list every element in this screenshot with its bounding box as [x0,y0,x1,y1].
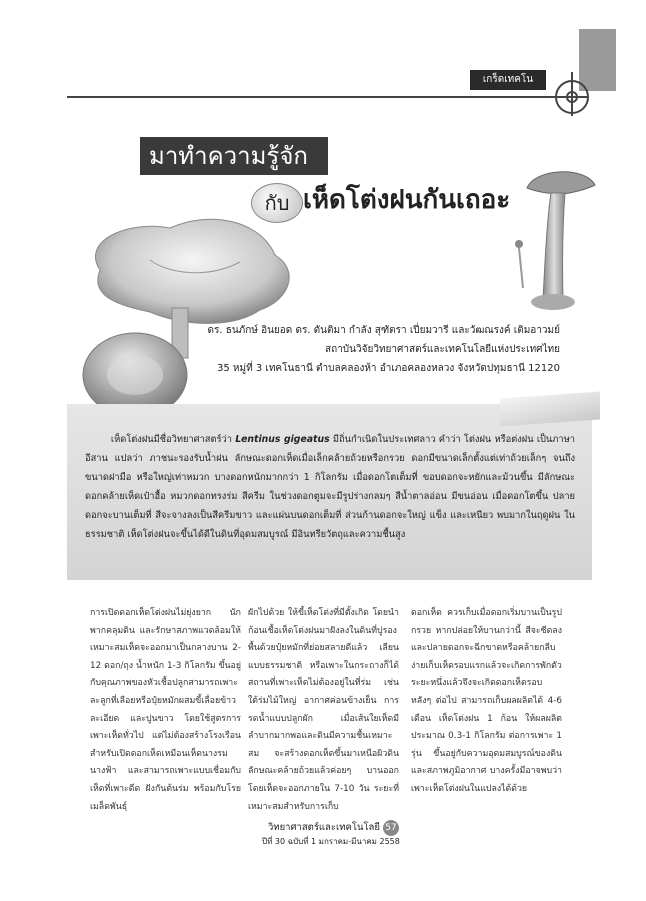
magazine-name: วิทยาศาสตร์และเทคโนโลยี [268,822,380,833]
author-institute: สถาบันวิจัยวิทยาศาสตร์และเทคโนโลยีแห่งประเทศไทย [325,344,560,355]
abstract-post: มีถิ่นกำเนิดในประเทศลาว คำว่า โต่งฝน หรือต่งฝน เป็นภาษาอีสาน แปลว่า ภาชนะรองรับน้ำฝน ลักษณะดอกเห็ดเมื่อเล็กคล้ายถ้วยหรือกรวย ดอกมีขนาดเล็กตั้งแต่เท่าถ้วยเล็กๆ จนถึงขนาดฝามือ หรือใหญ่เท่าหมวก บางดอกหนักมากกว่า 1 กิโลกรัม เมื่อดอกโตเต็มที่ ขอบดอกจะหยักและม้วนขึ้น มีลักษณะดอกคล้ายเห็ดเป๋าฮื้อ หมวกดอกทรงร่ม สีครีม ในช่วงดอกตูมจะมีรูปร่างกลมๆ สีน้ำตาลอ่อน มีขนอ่อน เมื่อดอกโตขึ้น ปลายดอกจะบานเต็มที่ สีจะจางลงเป็นสีครีมขาว และแผ่นบนดอกเต็มที่ ส่วนก้านดอกจะใหญ่ แข็ง และเหนียว พบมากในฤดูฝน ในธรรมชาติ เห็ดโต่งฝนจะขึ้นได้ดีในดินที่อุดมสมบูรณ์ มีอินทรียวัตถุและความชื้นสูง [85,434,575,540]
title-line1: มาทำความรู้จัก [140,137,328,175]
header-grey-block [579,29,616,91]
abstract-text [85,430,575,544]
authors-block [180,321,560,378]
author-address: 35 หมู่ที่ 3 เทคโนธานี ตำบลคลองห้า อำเภอคลองหลวง จังหวัดปทุมธานี 12120 [217,363,560,374]
title-connector: กับ [251,183,303,223]
mushroom-illustration-right [505,160,600,320]
body-column-3: ดอกเห็ด ควรเก็บเมื่อดอกเริ่มบานเป็นรูปกรวย หากปล่อยให้บานกว่านี้ สีจะซีดลงและปลายดอกจะฉีกขาดหรือคล้ายกลีบง่ายเก็บเห็ดรอบแรกแล้วจะเกิดการพักตัวระยะหนึ่งแล้วจึงจะเกิดดอกเห็ดรอบหลังๆ ต่อไป สามารถเก็บผลผลิตได้ 4-6 เดือน เห็ดโต่งฝน 1 ก้อน ให้ผลผลิตประมาณ 0.3-1 กิโลกรัม ต่อการเพาะ 1 รุ่น ขึ้นอยู่กับความอุดมสมบูรณ์ของดิน และสภาพภูมิอากาศ บางครั้งมีอาจพบว่าเพาะเห็ดโต่งฝนในแปลงได้ด้วย [411,608,562,794]
mushroom-illustration-left [60,200,330,430]
author-names: ดร. ธนภักษ์ อินยอด ดร. ตันติมา กำลัง สุฑัตรา เปี่ยมวารี และวัฒณรงค์ เติมอาวมย์ [207,325,560,336]
header-rule [67,96,587,98]
section-label: เกร็ดเทคโน [470,70,546,90]
footer-magazine [268,820,408,836]
body-column-1: การเปิดดอกเห็ดโต่งฝนไม่ยุ่งยาก นักพากคลุมดิน และรักษาสภาพแวดล้อมให้เหมาะสมเห็ดจะออกมาเป็นกลางบาน 2-12 ดอก/ถุง น้ำหนัก 1-3 กิโลกรัม ขึ้นอยู่กับคุณภาพของหัวเชื้อปลูกสามารถเพาะละลูกที่เลือยหรือปุ๋ยหมักผสมขี้เลื่อยข้าวละเอียด และปูนขาว โดยใช้สูตรการเพาะเห็ดทั่วไป แต่ไม่ต้องสร้างโรงเรือนสำหรับเปิดดอกเห็ดเหมือนเห็ดนางรม นางฟ้า และสามารถเพาะแบบเชื่อมกับเห็ดที่เพาะดีด ฝังกันต้นร่ม พร้อมกับโรยเมล็ดพันธุ์ [90,608,241,812]
page-number: 57 [383,820,399,836]
abstract-pre: เห็ดโต่งฝนมีชื่อวิทยาศาสตร์ว่า [110,434,236,445]
footer-issue: ปีที่ 30 ฉบับที่ 1 มกราคม-มีนาคม 2558 [262,837,400,846]
body-column-2: ผักไปด้วย ให้ขี้เห็ดโต่งที่มีตั้งเกิด โดยนำก้อนเชื้อเห็ดโต่งฝนมาฝังลงในดินที่ปูรองพื้นด้วยปุ๋ยหมักที่ย่อยสลายดีแล้ว เลียนแบบธรรมชาติ หรือเพาะในกระถางก็ได้ สถานที่เพาะเห็ดไม่ต้องอยู่ในที่ร่ม เช่น ใต้ร่มไม้ใหญ่ อากาศค่อนข้างเย็น การรดน้ำแบบปลูกผัก เมื่อเส้นใยเห็ดมีลำบากมากพอและดินมีความชื้นเหมาะสม จะสร้างดอกเห็ดขึ้นมาเหนือผิวดิน ลักษณะคล้ายถ้วยแล้วค่อยๆ บานออก โดยเห็ดจะออกภายใน 7-10 วัน ระยะที่เหมาะสมสำหรับการเก็บ [248,608,399,812]
scientific-name: Lentinus gigeatus [235,434,330,445]
header-target-ring-inner [566,91,578,103]
title-line2: เห็ดโต่งฝนกันเถอะ [303,185,511,215]
